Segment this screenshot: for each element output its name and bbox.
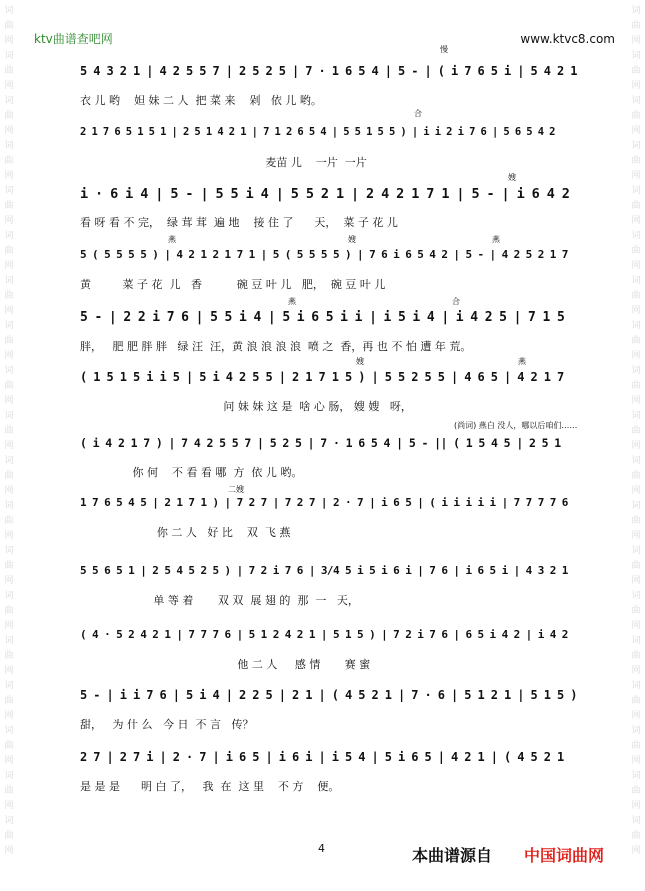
watermark-glyph: 曲	[4, 201, 14, 211]
watermark-glyph: 网	[4, 216, 14, 226]
lyric-line: 问 妹 妹 这 是 啥 心 肠， 嫂 嫂 呀，	[80, 400, 412, 413]
watermark-glyph: 网	[631, 756, 641, 766]
watermark-glyph: 网	[4, 171, 14, 181]
watermark-glyph: 网	[631, 396, 641, 406]
watermark-glyph: 词	[4, 96, 14, 106]
watermark-glyph: 词	[4, 636, 14, 646]
watermark-glyph: 词	[4, 276, 14, 286]
notation-line: 5 - | 2 2 i 7 6 | 5 5 i 4 | 5 i 6 5 i i | i 5 i 4 | i 4 2 5 | 7 1 5	[80, 310, 565, 325]
notation-line: i · 6 i 4 | 5 - | 5 5 i 4 | 5 5 2 1 | 2 4 2 1 7 1 | 5 - | i 6 4 2	[80, 186, 570, 202]
watermark-glyph: 网	[4, 351, 14, 361]
watermark-glyph: 网	[4, 396, 14, 406]
watermark-glyph: 词	[4, 591, 14, 601]
watermark-glyph: 词	[631, 771, 641, 781]
watermark-glyph: 曲	[631, 291, 641, 301]
watermark-glyph: 词	[4, 321, 14, 331]
watermark-glyph: 曲	[4, 741, 14, 751]
watermark-glyph: 词	[631, 231, 641, 241]
watermark-glyph: 曲	[4, 246, 14, 256]
watermark-glyph: 词	[4, 6, 14, 16]
watermark-glyph: 曲	[631, 111, 641, 121]
watermark-glyph: 曲	[4, 516, 14, 526]
watermark-glyph: 网	[4, 711, 14, 721]
watermark-glyph: 词	[631, 366, 641, 376]
watermark-glyph: 网	[631, 846, 641, 856]
watermark-glyph: 词	[631, 546, 641, 556]
watermark-glyph: 曲	[4, 786, 14, 796]
watermark-glyph: 网	[4, 576, 14, 586]
role-mark: 燕	[168, 235, 176, 244]
notation-line: 2 1 7 6 5 1 5 1 | 2 5 1 4 2 1 | 7 1 2 6 5 4 | 5 5 1 5 5 ) | i i 2 i 7 6 | 5 6 5 4 2	[80, 126, 555, 138]
watermark-glyph: 词	[4, 501, 14, 511]
watermark-glyph: 网	[631, 36, 641, 46]
watermark-glyph: 网	[4, 531, 14, 541]
watermark-glyph: 词	[631, 636, 641, 646]
watermark-glyph: 曲	[4, 21, 14, 31]
notation-line: 5 - | i i 7 6 | 5 i 4 | 2 2 5 | 2 1 | ( 4 5 2 1 | 7 · 6 | 5 1 2 1 | 5 1 5 )	[80, 688, 577, 702]
lyric-line: 甜， 为 什 么 今 日 不 言 传？	[80, 718, 254, 731]
notation-line: 1 7 6 5 4 5 | 2 1 7 1 ) | 7 2 7 | 7 2 7 | 2 · 7 | i 6 5 | ( i i i i i | 7 7 7 7 6	[80, 496, 568, 509]
watermark-glyph: 网	[631, 351, 641, 361]
watermark-glyph: 网	[631, 486, 641, 496]
notation-line: ( 4 · 5 2 4 2 1 | 7 7 7 6 | 5 1 2 4 2 1 | 5 1 5 ) | 7 2 i 7 6 | 6 5 i 4 2 | i 4 2	[80, 628, 568, 641]
watermark-glyph: 词	[4, 51, 14, 61]
lyric-line: 他 二 人 感 情 赛 蜜	[80, 658, 371, 671]
watermark-glyph: 网	[631, 621, 641, 631]
watermark-glyph: 曲	[4, 66, 14, 76]
watermark-glyph: 词	[631, 591, 641, 601]
watermark-glyph: 曲	[631, 201, 641, 211]
watermark-glyph: 曲	[631, 606, 641, 616]
role-mark: 燕	[518, 357, 526, 366]
notation-line: 5 5 6 5 1 | 2 5 4 5 2 5 ) | 7 2 i 7 6 | 3/4 5 i 5 i 6 i | 7 6 | i 6 5 i | 4 3 2 1	[80, 564, 568, 577]
watermark-glyph: 网	[631, 261, 641, 271]
watermark-glyph: 词	[631, 141, 641, 151]
watermark-glyph: 网	[4, 306, 14, 316]
lyric-line: 麦苗 儿 一片 一片	[80, 156, 367, 169]
watermark-glyph: 网	[631, 531, 641, 541]
watermark-glyph: 曲	[631, 21, 641, 31]
notation-line: ( i 4 2 1 7 ) | 7 4 2 5 5 7 | 5 2 5 | 7 · 1 6 5 4 | 5 - || ( 1 5 4 5 | 2 5 1	[80, 436, 561, 450]
notation-line: ( 1 5 1 5 i i 5 | 5 i 4 2 5 5 | 2 1 7 1 5 ) | 5 5 2 5 5 | 4 6 5 | 4 2 1 7	[80, 370, 564, 384]
lyric-line: 衣 儿 哟 妲 妹 二 人 把 菜 来 剁 依 儿 哟。	[80, 94, 322, 107]
watermark-glyph: 网	[631, 306, 641, 316]
lyric-line: 你 何 不 看 看 哪 方 依 儿 哟。	[80, 466, 303, 479]
footer-source-label: 本曲谱源自	[412, 846, 493, 865]
role-mark: 嫂	[348, 235, 356, 244]
watermark-glyph: 曲	[631, 696, 641, 706]
watermark-glyph: 词	[4, 456, 14, 466]
tempo-mark: 慢	[440, 45, 448, 54]
lyric-line: 胖， 肥 肥 胖 胖 绿 汪 汪，黄 浪 浪 浪 浪 喷 之 香，再 也 不 怕 遭 年 荒。	[80, 340, 472, 353]
watermark-glyph: 曲	[4, 156, 14, 166]
watermark-glyph: 词	[631, 321, 641, 331]
watermark-glyph: 网	[4, 441, 14, 451]
side-watermark-left	[0, 0, 18, 891]
watermark-glyph: 曲	[631, 651, 641, 661]
watermark-glyph: 网	[4, 666, 14, 676]
watermark-glyph: 词	[4, 231, 14, 241]
watermark-glyph: 曲	[631, 741, 641, 751]
watermark-glyph: 网	[631, 801, 641, 811]
lyric-line: 是 是 是 明 白 了， 我 在 这 里 不 方 便。	[80, 780, 340, 793]
role-mark: 嫂	[508, 173, 516, 182]
footer-site-name[interactable]: 中国词曲网	[524, 846, 605, 865]
watermark-glyph: 网	[631, 711, 641, 721]
watermark-glyph: 网	[4, 81, 14, 91]
watermark-glyph: 网	[631, 171, 641, 181]
watermark-glyph: 曲	[631, 336, 641, 346]
watermark-glyph: 曲	[631, 66, 641, 76]
watermark-glyph: 词	[631, 816, 641, 826]
watermark-glyph: 词	[4, 546, 14, 556]
lyric-line: 黄 菜 子 花 儿 香 碗 豆 叶 儿 肥， 碗 豆 叶 儿	[80, 278, 386, 291]
watermark-glyph: 曲	[4, 426, 14, 436]
watermark-glyph: 曲	[4, 831, 14, 841]
watermark-glyph: 词	[631, 681, 641, 691]
watermark-glyph: 曲	[631, 561, 641, 571]
watermark-glyph: 网	[4, 756, 14, 766]
watermark-glyph: 曲	[4, 606, 14, 616]
watermark-glyph: 曲	[4, 561, 14, 571]
watermark-glyph: 网	[4, 846, 14, 856]
page-number: 4	[318, 842, 325, 855]
watermark-glyph: 网	[4, 126, 14, 136]
watermark-glyph: 词	[4, 366, 14, 376]
header-site-right[interactable]: www.ktvc8.com	[520, 32, 615, 46]
watermark-glyph: 曲	[4, 336, 14, 346]
watermark-glyph: 词	[631, 501, 641, 511]
watermark-glyph: 曲	[631, 516, 641, 526]
role-mark: 燕	[288, 297, 296, 306]
spoken-note: (尚词) 燕白 没人，哪以后咱们……	[454, 421, 578, 430]
watermark-glyph: 词	[4, 141, 14, 151]
watermark-glyph: 词	[4, 726, 14, 736]
role-mark: 合	[452, 297, 460, 306]
watermark-glyph: 网	[4, 36, 14, 46]
watermark-glyph: 曲	[631, 831, 641, 841]
watermark-glyph: 词	[631, 51, 641, 61]
watermark-glyph: 词	[4, 186, 14, 196]
side-watermark-right	[627, 0, 645, 891]
watermark-glyph: 曲	[631, 246, 641, 256]
notation-line: 5 4 3 2 1 | 4 2 5 5 7 | 2 5 2 5 | 7 · 1 6 5 4 | 5 - | ( i 7 6 5 i | 5 4 2 1	[80, 64, 577, 78]
watermark-glyph: 词	[631, 411, 641, 421]
lyric-line: 你 二 人 好 比 双 飞 燕	[80, 526, 291, 539]
watermark-glyph: 词	[4, 816, 14, 826]
watermark-glyph: 网	[631, 666, 641, 676]
watermark-glyph: 词	[631, 276, 641, 286]
watermark-glyph: 网	[631, 81, 641, 91]
watermark-glyph: 曲	[4, 291, 14, 301]
watermark-glyph: 曲	[4, 111, 14, 121]
watermark-glyph: 词	[631, 96, 641, 106]
notation-line: 2 7 | 2 7 i | 2 · 7 | i 6 5 | i 6 i | i 5 4 | 5 i 6 5 | 4 2 1 | ( 4 5 2 1	[80, 750, 564, 764]
watermark-glyph: 曲	[631, 156, 641, 166]
watermark-glyph: 网	[4, 486, 14, 496]
role-mark: 合	[414, 109, 422, 118]
watermark-glyph: 网	[4, 261, 14, 271]
role-mark: 嫂	[356, 357, 364, 366]
watermark-glyph: 曲	[4, 471, 14, 481]
watermark-glyph: 曲	[4, 381, 14, 391]
watermark-glyph: 词	[4, 771, 14, 781]
watermark-glyph: 曲	[4, 651, 14, 661]
watermark-glyph: 词	[4, 411, 14, 421]
notation-line: 5 ( 5 5 5 5 ) | 4 2 1 2 1 7 1 | 5 ( 5 5 5 5 ) | 7 6 i 6 5 4 2 | 5 - | 4 2 5 2 1 7	[80, 248, 568, 261]
watermark-glyph: 曲	[631, 786, 641, 796]
watermark-glyph: 网	[631, 216, 641, 226]
watermark-glyph: 词	[631, 456, 641, 466]
watermark-glyph: 词	[631, 726, 641, 736]
watermark-glyph: 网	[4, 621, 14, 631]
watermark-glyph: 词	[631, 186, 641, 196]
watermark-glyph: 网	[4, 801, 14, 811]
watermark-glyph: 曲	[631, 426, 641, 436]
watermark-glyph: 曲	[631, 381, 641, 391]
watermark-glyph: 曲	[631, 471, 641, 481]
watermark-glyph: 词	[4, 681, 14, 691]
header-site-left[interactable]: ktv曲谱查吧网	[34, 32, 113, 46]
role-mark: 燕	[492, 235, 500, 244]
watermark-glyph: 网	[631, 441, 641, 451]
role-mark: 二嫂	[228, 485, 244, 494]
watermark-glyph: 网	[631, 126, 641, 136]
watermark-glyph: 网	[631, 576, 641, 586]
lyric-line: 单 等 着 双 双 展 翅 的 那 一 天，	[80, 594, 359, 607]
watermark-glyph: 曲	[4, 696, 14, 706]
watermark-glyph: 词	[631, 6, 641, 16]
lyric-line: 看 呀 看 不 完， 绿 茸 茸 遍 地 接 住 了 天， 菜 子 花 儿	[80, 216, 398, 229]
